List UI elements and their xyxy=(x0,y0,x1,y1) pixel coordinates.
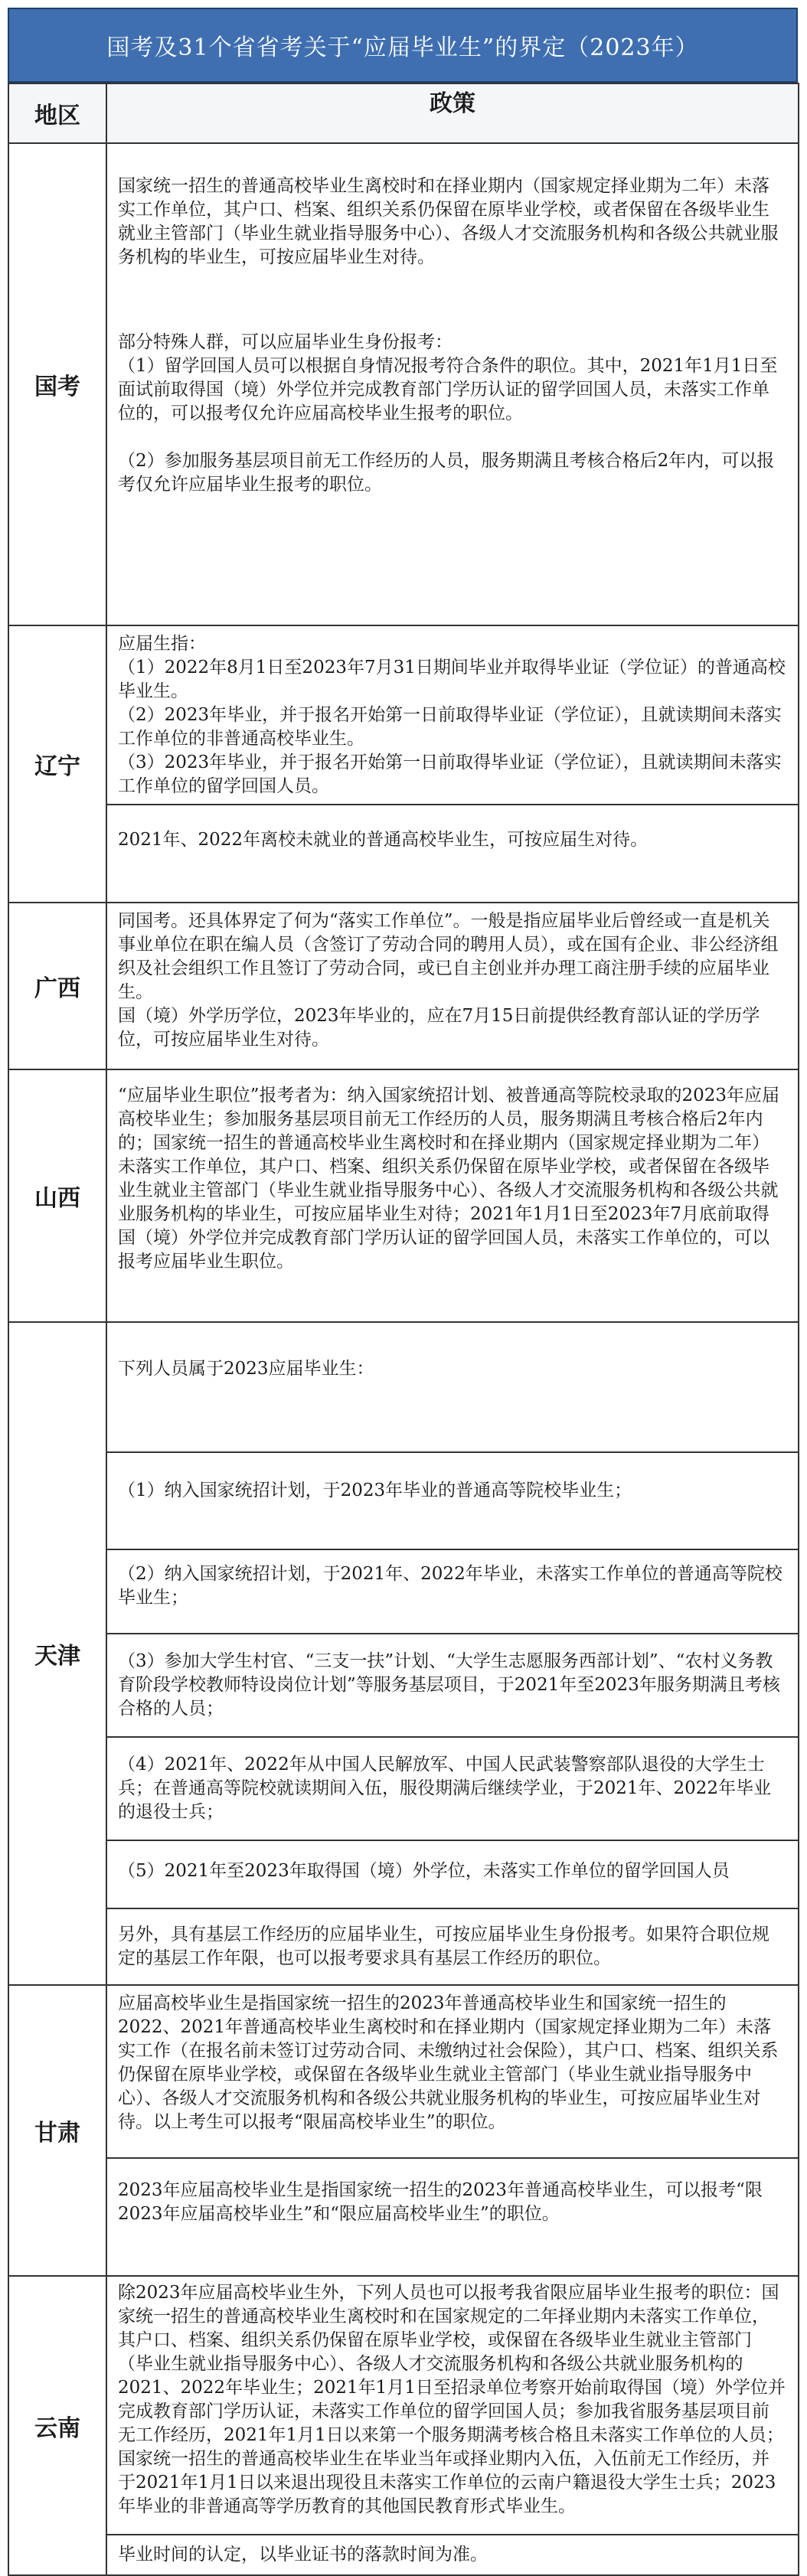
table-row xyxy=(8,1322,799,1985)
policy-paragraph: 下列人员属于2023应届毕业生： xyxy=(118,1359,374,1379)
policy-paragraph: 应届高校毕业生是指国家统一招生的2023年普通高校毕业生和国家统一招生的2022、2021年普通高校毕业生离校时和在择业期内（国家规定择业期为二年）未落实工作（在报名前未签订过劳动合同、未缴纳过社会保险），其户口、档案、组织关系仍保留在原毕业学校，或保留在各级毕业生就业主管部门（毕业生就业指导服务中心）、各级人才交流服务机构和各级公共就业服务机构的毕业生，可按应届毕业生对待。以上考生可以报考“限届高校毕业生”的职位。 xyxy=(118,1993,779,2132)
policy-paragraph: （3）参加大学生村官、“三支一扶”计划、“大学生志愿服务西部计划”、“农村义务教育阶段学校教师特设岗位计划”等服务基层项目，于2021年至2023年服务期满且考核合格的人员； xyxy=(107,1633,798,1736)
region-cell: 国考 xyxy=(8,143,106,625)
policy-cell xyxy=(106,143,799,625)
region-cell: 天津 xyxy=(8,1322,106,1985)
page-title: 国考及31个省省考关于“应届毕业生”的界定（2023年） xyxy=(8,8,798,83)
header-region: 地区 xyxy=(8,83,106,143)
policy-cell xyxy=(106,903,799,1069)
table-row xyxy=(8,1985,799,2276)
policy-paragraph: 部分特殊人群，可以应届毕业生身份报考： （1）留学回国人员可以根据自身情况报考符合条件的职位。其中，2021年1月1日至面试前取得国（境）外学位并完成教育部门学历认证的留学回国人员，未落实工作单位的，可以报考仅允许应届高校毕业生报考的职位。 （2）参加服务基层项目前无工作经历的人员，服务期满且考核合格后2年内，可以报考仅允许应届毕业生报考的职位。 xyxy=(118,332,778,495)
policy-cell xyxy=(106,1069,799,1322)
policy-paragraph: 2023年应届高校毕业生是指国家统一招生的2023年普通高校毕业生，可以报考“限2023年应届高校毕业生”和“限应届高校毕业生”的职位。 xyxy=(107,2157,798,2246)
policy-paragraph: 毕业时间的认定，以毕业证书的落款时间为准。 xyxy=(107,2534,798,2574)
region-cell: 山西 xyxy=(8,1069,106,1322)
policy-cell xyxy=(106,2276,799,2575)
policy-table xyxy=(8,83,799,2576)
region-cell: 甘肃 xyxy=(8,1985,106,2276)
table-row xyxy=(8,903,799,1069)
policy-paragraph: 应届生指： （1）2022年8月1日至2023年7月31日期间毕业并取得毕业证（学位证）的普通高校毕业生。 （2）2023年毕业，并于报名开始第一日前取得毕业证（学位证），且就读期间未落实工作单位的非普通高校毕业生。 （3）2023年毕业，并于报名开始第一日前取得毕业证（学位证），且就读期间未落实工作单位的留学回国人员。 xyxy=(118,634,786,796)
policy-paragraph: 除2023年应届高校毕业生外，下列人员也可以报考我省限应届毕业生报考的职位：国家统一招生的普通高校毕业生离校时和在国家规定的二年择业期内未落实工作单位，其户口、档案、组织关系仍保留在原毕业学校，或保留在各级毕业生就业主管部门（毕业生就业指导服务中心）、各级人才交流服务机构和各级公共就业服务机构的2021、2022年毕业生；2021年1月1日至招录单位考察开始前取得国（境）外学位并完成教育部门学历认证，未落实工作单位的留学回国人员；参加我省服务基层项目前无工作经历，2021年1月1日以来第一个服务期满考核合格且未落实工作单位的人员；国家统一招生的普通高校毕业生在毕业当年或择业期内入伍，入伍前无工作经历，并于2021年1月1日以来退出现役且未落实工作单位的云南户籍退役大学生士兵；2023年毕业的非普通高等学历教育的其他国民教育形式毕业生。 xyxy=(118,2283,786,2516)
policy-paragraph: 国家统一招生的普通高校毕业生离校时和在择业期内（国家规定择业期为二年）未落实工作单位，其户口、档案、组织关系仍保留在原毕业学校，或者保留在各级毕业生就业主管部门（毕业生就业指导服务中心）、各级人才交流服务机构和各级公共就业服务机构的毕业生，可按应届毕业生对待。 xyxy=(118,176,779,267)
policy-cell xyxy=(106,625,799,903)
table-row xyxy=(8,1069,799,1322)
policy-paragraph: （4）2021年、2022年从中国人民解放军、中国人民武装警察部队退役的大学生士兵；在普通高等院校就读期间入伍，服役期满后继续学业，于2021年、2022年毕业的退役士兵； xyxy=(107,1736,798,1840)
policy-paragraph: 另外，具有基层工作经历的应届毕业生，可按应届毕业生身份报考。如果符合职位规定的基层工作年限，也可以报考要求具有基层工作经历的职位。 xyxy=(107,1908,798,1984)
region-cell: 辽宁 xyxy=(8,625,106,903)
policy-cell xyxy=(106,1322,799,1985)
policy-cell xyxy=(106,1985,799,2276)
table-header-row xyxy=(8,83,799,143)
table-row xyxy=(8,625,799,903)
region-cell: 广西 xyxy=(8,903,106,1069)
policy-paragraph: （5）2021年至2023年取得国（境）外学位，未落实工作单位的留学回国人员 xyxy=(107,1840,798,1908)
header-policy: 政策 xyxy=(106,83,799,143)
table-row xyxy=(8,2276,799,2575)
table-row xyxy=(8,143,799,625)
policy-paragraph: （1）纳入国家统招计划，于2023年毕业的普通高等院校毕业生； xyxy=(107,1451,798,1549)
region-cell: 云南 xyxy=(8,2276,106,2575)
policy-paragraph: （2）纳入国家统招计划，于2021年、2022年毕业，未落实工作单位的普通高等院校毕业生； xyxy=(107,1549,798,1633)
policy-paragraph: 2021年、2022年离校未就业的普通高校毕业生，可按应届生对待。 xyxy=(107,804,798,875)
policy-paragraph: 同国考。还具体界定了何为“落实工作单位”。一般是指应届毕业后曾经或一直是机关事业单位在职在编人员（含签订了劳动合同的聘用人员），或在国有企业、非公经济组织及社会组织工作且签订了劳动合同，或已自主创业并办理工商注册手续的应届毕业生。 国（境）外学历学位，2023年毕业的，应在7月15日前提供经教育部认证的学历学位，可按应届毕业生对待。 xyxy=(118,911,779,1050)
policy-paragraph: “应届毕业生职位”报考者为：纳入国家统招计划、被普通高等院校录取的2023年应届高校毕业生；参加服务基层项目前无工作经历的人员，服务期满且考核合格后2年内的；国家统一招生的普通高校毕业生离校时和在择业期内（国家规定择业期为二年）未落实工作单位，其户口、档案、组织关系仍保留在原毕业学校，或者保留在各级毕业生就业主管部门（毕业生就业指导服务中心）、各级人才交流服务机构和各级公共就业服务机构的毕业生，可按应届毕业生对待；2021年1月1日至2023年7月底前取得国（境）外学位并完成教育部门学历认证的留学回国人员，未落实工作单位的，可以报考应届毕业生职位。 xyxy=(118,1086,780,1272)
